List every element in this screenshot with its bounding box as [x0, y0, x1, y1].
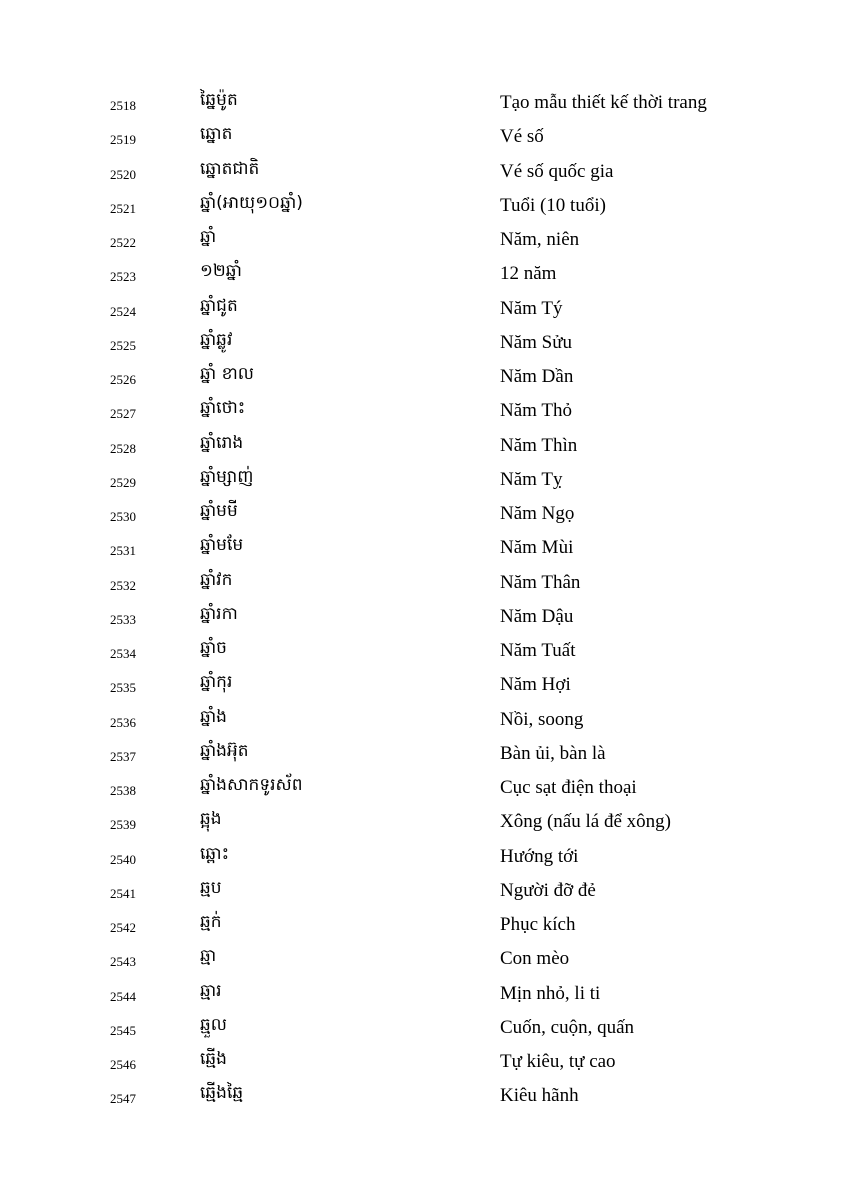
entry-row — [0, 223, 848, 257]
khmer-term: ១២ឆ្នាំ — [200, 261, 242, 282]
entry-number: 2526 — [110, 372, 136, 387]
entry-row — [0, 805, 848, 839]
khmer-term: ឆ្នាំរោង — [200, 432, 244, 453]
entry-number: 2523 — [110, 269, 136, 285]
khmer-term: ឆ្នាំវក — [200, 569, 233, 590]
entry-number: 2537 — [110, 748, 136, 764]
khmer-term: ឆ្មា — [200, 946, 217, 967]
entry-number: 2539 — [110, 817, 136, 833]
entry-number: 2525 — [110, 337, 136, 353]
khmer-term: ឆ្នាំ ខាល — [200, 364, 254, 384]
vietnamese-meaning: Năm Sửu — [500, 331, 573, 353]
entry-row — [0, 292, 848, 326]
vietnamese-meaning: Vé số — [500, 126, 544, 148]
entry-row — [0, 189, 848, 223]
entry-row — [0, 1079, 848, 1113]
khmer-term: ឆ្នាំមមី — [200, 501, 238, 521]
khmer-term: ឆ្នាំឆ្លូវ — [200, 329, 233, 350]
entry-row — [0, 326, 848, 360]
vietnamese-meaning: Năm Hợi — [500, 674, 571, 696]
khmer-term: ឆ្នាំជូត — [200, 295, 238, 316]
vietnamese-meaning: Phục kích — [500, 914, 576, 935]
entry-row — [0, 668, 848, 702]
vietnamese-meaning: Năm, niên — [500, 229, 580, 250]
entry-number: 2545 — [110, 1022, 136, 1038]
vietnamese-meaning: Năm Thân — [500, 571, 581, 593]
vietnamese-meaning: Xông (nấu lá để xông) — [500, 811, 671, 833]
khmer-term: ឆ្នាំ — [200, 227, 217, 247]
khmer-term: ឆ្នាំម្សាញ់ — [200, 466, 254, 487]
khmer-term: ឆ្ពោះ — [200, 843, 230, 864]
khmer-term: ឆ្មក់ — [200, 912, 222, 932]
entry-number: 2518 — [110, 98, 136, 113]
entry-number: 2542 — [110, 920, 136, 935]
khmer-term: ឆ្នាំងសាកទូរស័ព — [200, 775, 303, 795]
vietnamese-meaning: Tự kiêu, tự cao — [500, 1051, 616, 1072]
entry-row — [0, 634, 848, 668]
entry-row — [0, 429, 848, 463]
entry-number: 2534 — [110, 646, 136, 661]
khmer-term: ឆ្មារ — [200, 980, 222, 1001]
entry-row — [0, 86, 848, 120]
entry-number: 2520 — [110, 166, 136, 182]
entry-number: 2532 — [110, 577, 136, 593]
entry-row — [0, 874, 848, 908]
entry-row — [0, 977, 848, 1011]
khmer-term: ឆ្នាំ(អាយុ១០ឆ្នាំ) — [200, 192, 303, 213]
entry-number: 2538 — [110, 783, 136, 798]
khmer-term: ឆ្នៃម៉ូត — [200, 90, 238, 110]
entry-number: 2519 — [110, 132, 136, 148]
khmer-term: ឆ្មើងឆ្មៃ — [200, 1083, 244, 1104]
khmer-term: ឆ្នាំច — [200, 638, 227, 658]
entry-number: 2522 — [110, 235, 136, 250]
vietnamese-meaning: Hướng tới — [500, 845, 579, 867]
entry-number: 2547 — [110, 1091, 136, 1107]
entry-number: 2546 — [110, 1057, 136, 1072]
entry-number: 2527 — [110, 406, 136, 422]
entry-number: 2528 — [110, 440, 136, 456]
vietnamese-meaning: Nồi, soong — [500, 708, 584, 730]
entry-row — [0, 771, 848, 805]
vietnamese-meaning: Con mèo — [500, 948, 570, 970]
khmer-term: ឆ្នាំថោះ — [200, 398, 246, 419]
entry-number: 2531 — [110, 543, 136, 559]
vietnamese-meaning: Năm Tỵ — [500, 468, 563, 490]
entry-number: 2530 — [110, 509, 136, 524]
entry-row — [0, 155, 848, 189]
khmer-term: ឆ្នោត — [200, 124, 233, 145]
entry-number: 2541 — [110, 885, 136, 901]
entry-number: 2535 — [110, 680, 136, 696]
entry-number: 2524 — [110, 303, 136, 319]
vietnamese-meaning: Mịn nhỏ, li ti — [500, 982, 601, 1004]
vietnamese-meaning: Tuổi (10 tuổi) — [500, 194, 606, 216]
khmer-term: ឆ្នោតជាតិ — [200, 158, 260, 179]
entry-row — [0, 531, 848, 565]
khmer-term: ឆ្នាំមមែ — [200, 535, 244, 556]
khmer-term: ឆ្អុង — [200, 809, 222, 830]
vietnamese-meaning: Năm Tuất — [500, 640, 576, 661]
entry-row — [0, 497, 848, 531]
entry-number: 2540 — [110, 851, 136, 867]
entry-row — [0, 257, 848, 291]
entry-row — [0, 360, 848, 394]
vietnamese-meaning: Kiêu hãnh — [500, 1085, 579, 1107]
vietnamese-meaning: Năm Ngọ — [500, 503, 575, 524]
entry-row — [0, 1045, 848, 1079]
khmer-term: ឆ្មួល — [200, 1014, 227, 1035]
vietnamese-meaning: Năm Tý — [500, 297, 563, 319]
vietnamese-meaning: Bàn ủi, bàn là — [500, 742, 606, 764]
khmer-term: ឆ្មើង — [200, 1049, 227, 1069]
entry-row — [0, 1011, 848, 1045]
vietnamese-meaning: 12 năm — [500, 263, 557, 285]
vietnamese-meaning: Năm Dần — [500, 366, 574, 387]
khmer-term: ឆ្នាំងអ៊ុត — [200, 740, 249, 761]
entry-number: 2536 — [110, 714, 136, 730]
entry-row — [0, 394, 848, 428]
entry-row — [0, 566, 848, 600]
entry-number: 2533 — [110, 611, 136, 627]
entry-number: 2543 — [110, 954, 136, 970]
vietnamese-meaning: Người đỡ đẻ — [500, 879, 596, 901]
vietnamese-meaning: Năm Dậu — [500, 605, 574, 627]
vietnamese-meaning: Năm Thìn — [500, 434, 578, 456]
entry-number: 2544 — [110, 988, 136, 1004]
vietnamese-meaning: Năm Mùi — [500, 537, 574, 559]
entry-row — [0, 600, 848, 634]
khmer-term: ឆ្នាំរកា — [200, 603, 238, 624]
entry-row — [0, 942, 848, 976]
vietnamese-meaning: Tạo mẫu thiết kế thời trang — [500, 92, 707, 113]
khmer-term: ឆ្នាំង — [200, 706, 227, 727]
entry-list — [0, 86, 848, 1114]
entry-row — [0, 737, 848, 771]
vietnamese-meaning: Cục sạt điện thoại — [500, 777, 637, 798]
entry-row — [0, 840, 848, 874]
vietnamese-meaning: Năm Thỏ — [500, 400, 572, 422]
entry-row — [0, 908, 848, 942]
vietnamese-meaning: Cuốn, cuộn, quấn — [500, 1016, 635, 1038]
entry-row — [0, 120, 848, 154]
entry-number: 2521 — [110, 200, 136, 216]
khmer-term: ឆ្មប — [200, 877, 222, 898]
entry-number: 2529 — [110, 474, 136, 490]
entry-row — [0, 463, 848, 497]
vietnamese-meaning: Vé số quốc gia — [500, 160, 614, 182]
khmer-term: ឆ្នាំកុរ — [200, 672, 233, 693]
entry-row — [0, 703, 848, 737]
